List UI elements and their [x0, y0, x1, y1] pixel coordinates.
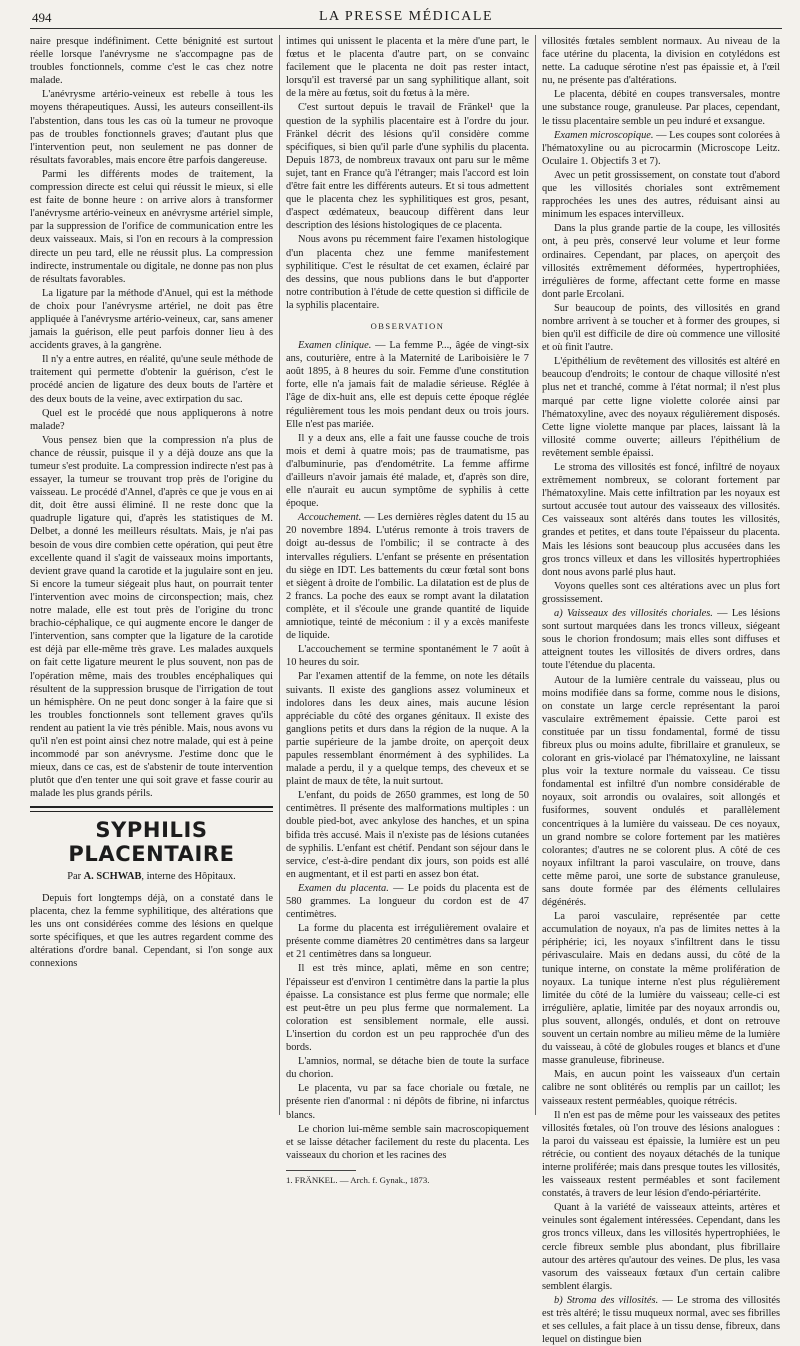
section-label-observation: OBSERVATION: [370, 320, 445, 331]
stroma-text: — Le stroma des villosités est très altéré; le tissu muqueux normal, avec ses fibrilles et ses cellules, a fait place à un tissu dense, fibreux, dans lequel on distingue bien: [542, 1294, 780, 1346]
paragraph: Sur beaucoup de points, des villosités en grand nombre arrivent à se toucher et à former des groupes, si bien qu'il est difficile de dire où commence une villosité et où finit l'autre.: [542, 302, 780, 354]
paragraph: Par l'examen attentif de la femme, on note les détails suivants. Il existe des ganglions assez volumineux et indolores dans les deux aines, mais aucune lésion appréciable du côté des organes génitaux. Il existe des ganglions petits et durs dans la région de la nuque. A la partie supérieure de la jambe droite, on aperçoit deux papules ressemblant énormément à des syphilides. La malade a perdu, il y a quelque temps, des cheveux et se plaint de maux de tête, la nuit surtout.: [286, 671, 529, 788]
running-head: [30, 8, 782, 29]
paragraph: Le stroma des villosités est foncé, infiltré de noyaux extrêmement nombreux, se colorant fortement par l'hématoxyline. Mais cette infiltration par les noyaux est surtout accusée tout autour des vaisseaux des villosités. Ces vaisseaux sont altérés dans toutes les villosités, grandes et petites, et dans toute l'épaisseur du placenta. Mais les lésions sont beaucoup plus accusées dans les gros troncs villeux et dans les villosités hypertrophiées dont nous avons parlé plus haut.: [542, 462, 780, 578]
subheading-microscopic: Examen microscopique.: [554, 129, 654, 141]
paragraph: L'anévrysme artério-veineux est rebelle à tous les moyens thérapeutiques. Aussi, les auteurs conseillent-ils l'abstention, dans tous les cas où la tumeur ne provoque pas de troubles fonctionnels graves; d'autant plus que l'intervention peut, non seulement ne pas donner de résultats favorables, mais encore être parfois dangereuse.: [30, 89, 273, 166]
paragraph: Le chorion lui-même semble sain macroscopiquement et se laisse détacher facilement du reste du placenta. Les vaisseaux du chorion et les racines des: [286, 1123, 529, 1161]
paragraph: Avec un petit grossissement, on constate tout d'abord que les villosités choriales sont extrêmement rapprochées les unes des autres, réduisant ainsi au minimum les espaces intervilleux.: [542, 169, 780, 221]
column-right: [542, 35, 781, 1346]
paragraph: Le placenta, débité en coupes transversales, montre une substance rouge, granuleuse. Par places, cependant, le tissu placentaire semble un peu induré et exsangue.: [542, 89, 780, 127]
paragraph-placenta: [286, 882, 529, 921]
paragraph: intimes qui unissent le placenta et la mère d'une part, le fœtus et le placenta d'autre part, on se convainc facilement que le placenta ne doit pas rester intact, lorsqu'il est traversé par un sang syphilitique allant, soit de la mère au fœtus, soit du fœtus à la mère.: [286, 36, 529, 100]
clinical-text: — La femme P..., âgée de vingt-six ans, couturière, entre à la Maternité de Lariboisière le 7 août 1895, à 8 heures du soir. Femme d'une constitution forte, elle n'a jamais fait de maladie sérieuse. Réglée à l'âge de dix-huit ans, elle est depuis cette époque réglée régulièrement tous les mois pendant deux ou trois jours. Elle n'est pas mariée.: [286, 340, 529, 430]
footnote: 1. FRÄNKEL. — Arch. f. Gynak., 1873.: [286, 1174, 430, 1185]
subheading-vessels: a) Vaisseaux des villosités choriales.: [554, 608, 713, 620]
paragraph: Dans la plus grande partie de la coupe, les villosités ont, à peu près, conservé leur volume et leur forme ordinaires. Cependant, par places, on aperçoit des villosités extrêmement déformées, hypertrophiées, irrégulières de forme, affectant cette forme en masse dont parle Ercolani.: [542, 223, 780, 300]
column-divider: [535, 35, 536, 1115]
paragraph: Mais, en aucun point les vaisseaux d'un certain calibre ne sont oblitérés ou remplis par un caillot; les vaisseaux restent perméables, quoique rétrécis.: [542, 1069, 780, 1107]
paragraph: La ligature par la méthode d'Anuel, qui est la méthode de choix pour l'anévrysme artériel, ne doit pas être appliquée à l'anévrysme artério-veineux, car, sans amener jamais la guérison, elle peut parfois donner lieu à des accidents graves, à la gangrène.: [30, 287, 273, 352]
page-number: 494: [32, 10, 52, 25]
paragraph: Quel est le procédé que nous appliquerons à notre malade?: [30, 407, 273, 432]
subheading-stroma: b) Stroma des villosités.: [554, 1294, 659, 1306]
paragraph: Il est très mince, aplati, même en son centre; l'épaisseur est d'environ 1 centimètre dans la partie la plus épaisse. La consistance est plus ferme que normale; elle est peut-être un peu plus ferme que normalement. La coloration est sensiblement normale, elle aussi. L'insertion du cordon est un peu rapprochée d'un des bords.: [286, 963, 529, 1054]
paragraph-clinical: [286, 339, 529, 431]
journal-title: LA PRESSE MÉDICALE: [318, 9, 493, 24]
paragraph: Vous pensez bien que la compression n'a plus de chance de réussir, puisque il y a déjà douze ans que la tumeur s'est produite. La compression indirecte n'est pas à essayer, la tumeur se trouvant trop près de l'origine du vaisseau. Le procédé d'Annel, d'après ce que je vous en ai dit, doit être aussi éliminé. Il ne reste donc que la quadruple ligature qui, d'après les statistiques de M. Delbet, a donné les meilleurs résultats. Mais, je n'ai pas besoin de vous dire combien cette opération, qui peut être excellente quand il s'agit de vaisseaux moins importants, devient grave quand la carotide et la jugulaire sont en jeu. Si encore la tumeur siégeait plus haut, on pourrait tenter l'intervention avec moins de circonspection; mais, chez notre malade, elle est tout près de l'origine du tronc brachio-céphalique, ce qui augmente encore le danger de l'intervention, sans compter que la ligature de la carotide est déjà par elle-même très grave. Les malades auxquels on fait cette ligature meurent le plus souvent, non pas de l'opération même, mais des troubles encéphaliques qui résultent de la suppression brusque de l'irrigation de tout un hémisphère. On ne peut donc songer à la faire que si les troubles fonctionnels sont tellement graves qu'ils rendent au patient la vie très pénible. Mais, nous avons vu qu'il n'en est point ainsi chez notre malade, qui est à peine incommodé par son anévrysme. J'estime donc que le mieux, dans ce cas, est de s'abstenir de toute intervention plutôt que d'en tenter une qui soit grave et fasse courir au malade les plus grands périls.: [30, 434, 273, 800]
paragraph-microscopic: [542, 129, 780, 168]
column-middle: [286, 35, 529, 1185]
article-intro: Depuis fort longtemps déjà, on a constaté dans le placenta, chez la femme syphilitique, des altérations que les uns ont considérées comme des lésions en quelque sorte spécifiques, et que les autres regardent comme des altérations d'ordre banal. Cependant, si l'on songe aux connexions: [30, 892, 273, 969]
author-name: A. SCHWAB: [83, 871, 142, 883]
paragraph: La forme du placenta est irrégulièrement ovalaire et présente comme diamètres 20 centimètres dans sa largeur et 21 centimètres dans sa longueur.: [286, 923, 529, 961]
byline: [30, 870, 273, 883]
article-title: SYPHILIS PLACENTAIRE: [68, 818, 235, 867]
paragraph: Il n'en est pas de même pour les vaisseaux des petites villosités fœtales, où l'on trouve des lésions analogues : la paroi du vaisseau est épaissie, la lumière est un peu rétrécie, ou contient des noyaux détachés de la tunique interne proliférée; mais dans presque toutes les villosités, les vaisseaux restent perméables et sont facilement constatés, à travers de leur lésion d'endo-périartérite.: [542, 1109, 780, 1200]
paragraph: Nous avons pu récemment faire l'examen histologique d'un placenta chez une femme manifestement syphilitique. C'est le résultat de cet examen, éclairé par des dessins, que nous publions dans le but d'apporter notre contribution à l'étude de cette question si difficile de la syphilis placentaire.: [286, 234, 529, 311]
column-divider: [279, 35, 280, 1115]
paragraph-delivery: [286, 511, 529, 642]
subheading-placenta: Examen du placenta.: [298, 882, 389, 894]
paragraph: Le placenta, vu par sa face choriale ou fœtale, ne présente rien d'anormal : ni dépôts de fibrine, ni infarctus blancs.: [286, 1083, 529, 1121]
article-columns: [30, 35, 782, 1346]
paragraph: Parmi les différents modes de traitement, la compression directe est celui qui réussit le mieux, si elle est faite de bonne heure : on arrive alors à transformer l'anévrysme artério-veineux en anévrysme artériel simple, par la suppression de l'orifice de communication entre les deux vaisseaux. Mais, si l'on en recours à la compression directe un peu tard, elle ne réussit plus. La compression indirecte, instrumentale ou digitale, ne donne pas non plus de résultats favorables.: [30, 168, 273, 285]
subheading-delivery: Accouchement.: [298, 512, 362, 524]
paragraph: L'épithélium de revêtement des villosités est altéré en beaucoup d'endroits; le contour de chaque villosité n'est plus net et tranché, comme à l'état normal; il n'est plus marqué par cette ligne violette colorée ainsi par l'hématoxyline, avec des noyaux régulièrement disposés. Cette ligne violette manque par places, laissant là la villosité comme ouverte; ailleurs l'épithélium de revêtement semble épaissi.: [542, 356, 780, 459]
paragraph-stroma: [542, 1294, 780, 1346]
paragraph: Il y a deux ans, elle a fait une fausse couche de trois mois et demi à quatre mois; pas de traumatisme, pas d'albuminurie, pas d'endométrite. La femme affirme d'ailleurs n'avoir jamais été malade, et, d'après son dire, elle n'aurait eu aucun symptôme de syphilis à cette époque.: [286, 432, 529, 510]
footnote-rule: [286, 1170, 356, 1171]
byline-suffix: , interne des Hôpitaux.: [141, 871, 236, 883]
delivery-text: — Les dernières règles datent du 15 au 20 novembre 1894. L'utérus remonte à trois travers de doigt au-dessus de l'ombilic; il se contracte à des intervalles réguliers. L'enfant se présente en présentation du siège en IDT. Les battements du cœur fœtal sont bons et siègent à droite de l'ombilic. La dilatation est de plus de 2 francs. La poche des eaux se rompt avant la dilatation complète, et il s'écoule une grande quantité de liquide amniotique, teinté de méconium : il y a excès manifeste de liquide.: [286, 512, 529, 642]
paragraph: Il n'y a entre autres, en réalité, qu'une seule méthode de traitement qui permette d'obtenir la guérison, c'est le procédé ancien de ligature des deux bouts de l'artère et des deux bouts de la veine, avec extirpation du sac.: [30, 354, 273, 405]
paragraph: Autour de la lumière centrale du vaisseau, plus ou moins modifiée dans sa forme, comme nous le disions, on constate un large cercle représentant la paroi vasculaire extrêmement épaissie. Cette paroi est constituée par un tissu fondamental, formé de tissu fibreux plus ou moins adulte, fibrillaire et granuleux, se colorant en gris-violacé par l'hématoxyline, ne laissant plus voir la texture normale du vaisseau. Ce tissu fondamental est infiltré d'un nombre considérable de noyaux, soit arrondis ou ovalaires, soit allongés et fusiformes, souvent ondulés et parallèlement concentriques à la lumière du vaisseau. De ces noyaux, un grand nombre se colore fortement par les matières colorantes; d'autres ne se colorent plus. A côté de ces noyaux infiltrant la paroi vasculaire, on trouve, dans cette même paroi, une sorte de substance granuleuse, sans doute formée par des éléments cellulaires dégénérés.: [542, 674, 780, 909]
paragraph: Voyons quelles sont ces altérations avec un plus fort grossissement.: [542, 580, 780, 605]
paragraph: villosités fœtales semblent normaux. Au niveau de la face utérine du placenta, la division en cotylédons est nette. La caduque sérotine n'est pas épaissie et, à l'œil nu, ne présente pas d'altérations.: [542, 36, 780, 87]
paragraph: La paroi vasculaire, représentée par cette accumulation de noyaux, n'a pas de limites nettes à la périphérie; ici, les noyaux s'infiltrent dans le tissu périvasculaire. Mais en dedans aussi, du côté de la tunique interne, on constate la même prolifération de noyaux. La tunique interne n'est plus régulièrement limitée du côté de la lumière du vaisseau; celle-ci est irrégulière, aplatie, limitée par des noyaux arrondis ou, plus souvent, allongés, ondulés, et dont on retrouve souvent un certain nombre au milieu même de la lumière du vaisseau, à côté de globules rouges et blancs et d'une masse granuleuse, fibrineuse.: [542, 911, 780, 1067]
byline-prefix: Par: [67, 871, 82, 883]
paragraph: L'enfant, du poids de 2650 grammes, est long de 50 centimètres. Il présente des malformations multiples : un double pied-bot, avec ankylose des hanches, et un spina bifida très accusé. Mais il n'existe pas de lésions cutanées de syphilis. L'enfant est chétif. Pendant son séjour dans le service, c'est-à-dire pendant dix jours, son poids est allé en augmentant, et il est parti en assez bon état.: [286, 790, 529, 880]
vessels-text: — Les lésions sont surtout marquées dans les troncs villeux, siégeant sous le chorion frondosum; mais elles sont diffuses et atteignent toutes les villosités de divers ordres, dans toute l'étendue du placenta.: [542, 608, 780, 672]
paragraph: C'est surtout depuis le travail de Fränkel¹ que la question de la syphilis placentaire est à l'ordre du jour. Fränkel décrit des lésions qu'il considère comme spécifiques, si bien qu'il parle d'une syphilis du placenta. Depuis 1873, de nombreux travaux ont paru sur le même sujet, tant en France qu'à l'étranger; mais l'accord est loin d'être fait entre les différents auteurs. Et si tous admettent que le placenta chez les syphilitiques est gros, pesant, d'aspect œdémateux, beaucoup diffèrent dans leur description des lésions histologiques de ce placenta.: [286, 102, 529, 232]
title-rule: [30, 806, 273, 812]
microscopic-text: — Les coupes sont colorées à l'hématoxyline ou au picrocarmin (Microscope Leitz. Oculaire 1. Objectifs 3 et 7).: [542, 129, 781, 167]
subheading-clinical: Examen clinique.: [298, 340, 372, 352]
column-left: [30, 35, 273, 1115]
paragraph-vessels: [542, 607, 780, 672]
placenta-text: — Le poids du placenta est de 580 grammes. La longueur du cordon est de 47 centimètres.: [286, 882, 529, 921]
paragraph: L'accouchement se termine spontanément le 7 août à 10 heures du soir.: [286, 644, 529, 669]
paragraph: naire presque indéfiniment. Cette bénignité est surtout réelle lorsque l'anévrysme ne s'accompagne pas de troubles fonctionnels, comme c'est le cas chez notre malade.: [30, 36, 273, 87]
paragraph: Quant à la variété de vaisseaux atteints, artères et veinules sont également intéressées. Cependant, dans les gros troncs villeux, dans les villosités hypertrophiées, le cercle fibreux semble plus abondant, plus fibrillaire autour des artères qu'autour des veines. De plus, les vasa vasorum des vaisseaux fœtaux d'un certain calibre semblent élargis.: [542, 1202, 780, 1292]
paragraph: L'amnios, normal, se détache bien de toute la surface du chorion.: [286, 1056, 529, 1081]
